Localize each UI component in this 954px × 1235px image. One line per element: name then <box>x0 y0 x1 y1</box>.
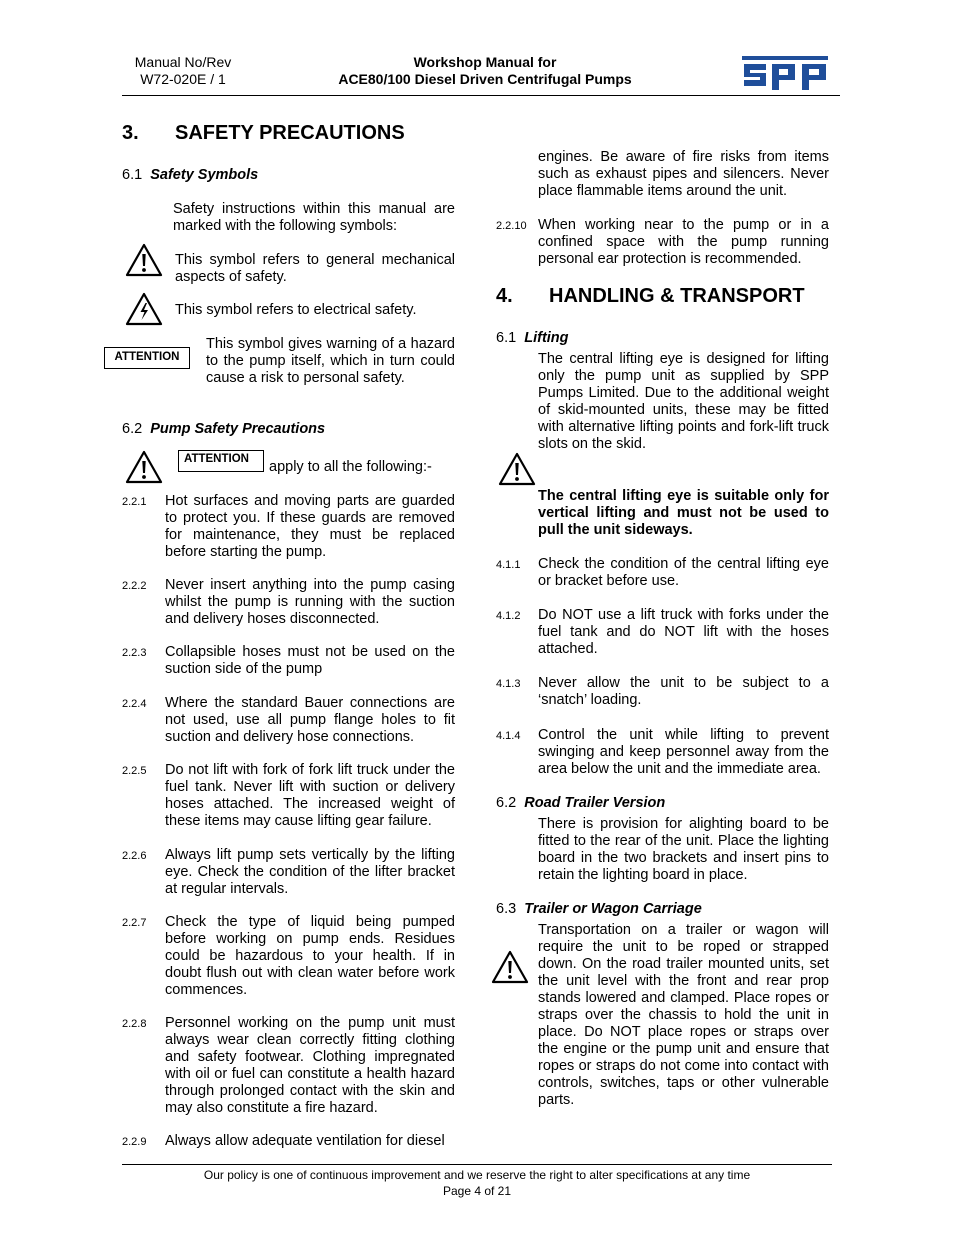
section-4-heading: 4. HANDLING & TRANSPORT <box>496 285 805 307</box>
item-number: 2.2.9 <box>122 1136 147 1148</box>
item-number: 2.2.8 <box>122 1018 147 1030</box>
footer-rule <box>122 1164 832 1165</box>
item-number: 2.2.5 <box>122 765 147 777</box>
list-item: Never allow the unit to be subject to a ‘snatch’ loading. <box>538 675 829 708</box>
mechanical-symbol-text: This symbol refers to general mechanical aspects of safety. <box>175 252 455 285</box>
warning-triangle-icon <box>125 450 163 484</box>
item-number: 2.2.4 <box>122 698 147 710</box>
item-2-2-9-continued: engines. Be aware of fire risks from items such as exhaust pipes and silencers. Never place flammable items around the unit. <box>538 149 829 199</box>
list-item: Never insert anything into the pump casing whilst the pump is running with the suction and delivery hoses disconnected. <box>165 577 455 627</box>
doc-title-line2: ACE80/100 Diesel Driven Centrifugal Pumps <box>338 71 632 87</box>
item-number: 4.1.3 <box>496 678 521 690</box>
item-number: 2.2.2 <box>122 580 147 592</box>
warning-triangle-icon <box>491 950 529 984</box>
list-item: Hot surfaces and moving parts are guarded to protect you. If these guards are removed for maintenance, they must be replaced before starting the pump. <box>165 493 455 560</box>
manual-number-label: Manual No/Rev <box>134 54 232 70</box>
list-item: Do NOT use a lift truck with forks under the fuel tank and do NOT lift with the hoses attached. <box>538 607 829 657</box>
list-item: Collapsible hoses must not be used on the suction side of the pump <box>165 644 455 677</box>
manual-number-value: W72-020E / 1 <box>140 71 226 87</box>
electrical-symbol-text: This symbol refers to electrical safety. <box>175 302 417 318</box>
electrical-hazard-icon <box>125 292 163 326</box>
header-rule <box>122 95 840 96</box>
list-item: When working near to the pump or in a confined space with the pump running personal ear protection is recommended. <box>538 217 829 267</box>
item-number: 2.2.3 <box>122 647 147 659</box>
road-trailer-text: There is provision for alighting board to be fitted to the rear of the unit. Place the lighting board in the two brackets and insert pins to retain the lighting board in place. <box>538 816 829 883</box>
subsection-pump-safety: 6.2 Pump Safety Precautions <box>122 421 326 437</box>
item-number: 2.2.6 <box>122 850 147 862</box>
list-item: Check the condition of the central lifting eye or bracket before use. <box>538 556 829 589</box>
list-item: Personnel working on the pump unit must always wear clean correctly fitting clothing and safety footwear. Clothing impregnated with oil or fuel can constitute a health hazard through prolonged contact with the skin and may also constitute a fire hazard. <box>165 1015 455 1116</box>
lifting-warning-text: The central lifting eye is suitable only for vertical lifting and must not be used to pull the unit sideways. <box>538 488 829 538</box>
trailer-wagon-text: Transportation on a trailer or wagon will require the unit to be roped or strapped down. On the road trailer mounted units, set the unit level with the front and rear prop stands lowered and clamped. Place ropes or straps over the chassis to hold the unit in place. Do NOT place ropes or straps over the engine or the pump unit and ensure that ropes or straps do not come into contact with controls, switches, taps or other vulnerable parts. <box>538 922 829 1108</box>
doc-title-line1: Workshop Manual for <box>413 54 557 70</box>
item-number: 4.1.1 <box>496 559 521 571</box>
item-number: 2.2.10 <box>496 220 527 232</box>
attention-box: ATTENTION <box>104 347 190 369</box>
list-item: Always lift pump sets vertically by the lifting eye. Check the condition of the lifter bracket at regular intervals. <box>165 847 455 897</box>
subsection-road-trailer: 6.2 Road Trailer Version <box>496 795 666 811</box>
attention-symbol-text: This symbol gives warning of a hazard to the pump itself, which in turn could cause a risk to personal safety. <box>206 336 455 386</box>
subsection-safety-symbols: 6.1 Safety Symbols <box>122 167 259 183</box>
warning-triangle-icon <box>498 452 536 486</box>
list-item: Do not lift with fork of fork lift truck under the fuel tank. Never lift with suction or delivery hoses attached. The increased weight of these items may cause lifting gear failure. <box>165 762 455 829</box>
list-item: Where the standard Bauer connections are not used, use all pump flange holes to fit suction and delivery hose connections. <box>165 695 455 745</box>
list-item: Check the type of liquid being pumped before working on pump ends. Residues could be hazardous to your health. If in doubt flush out with clean water before work commences. <box>165 914 455 998</box>
item-number: 2.2.7 <box>122 917 147 929</box>
safety-symbols-intro: Safety instructions within this manual are marked with the following symbols: <box>173 201 455 234</box>
warning-triangle-icon <box>125 243 163 277</box>
footer-policy: Our policy is one of continuous improvement and we reserve the right to alter specifications at any time <box>203 1168 751 1182</box>
item-number: 2.2.1 <box>122 496 147 508</box>
list-item: Control the unit while lifting to prevent swinging and keep personnel away from the area below the unit and the immediate area. <box>538 727 829 777</box>
subsection-trailer-wagon: 6.3 Trailer or Wagon Carriage <box>496 901 702 917</box>
item-number: 4.1.2 <box>496 610 521 622</box>
list-item: Always allow adequate ventilation for diesel <box>165 1133 445 1149</box>
lifting-text: The central lifting eye is designed for lifting only the pump unit as supplied by SPP Pumps Limited. Due to the additional weight of skid-mounted units, these may be fitted with alternative lifting points and fork-lift truck slots on the skid. <box>538 351 829 452</box>
section-3-heading: 3. SAFETY PRECAUTIONS <box>122 122 405 144</box>
item-number: 4.1.4 <box>496 730 521 742</box>
page-number: Page 4 of 21 <box>442 1184 512 1198</box>
attention-applies-text: apply to all the following:- <box>269 459 432 475</box>
spp-logo <box>742 56 828 90</box>
subsection-lifting: 6.1 Lifting <box>496 330 569 346</box>
attention-box: ATTENTION <box>178 450 264 472</box>
